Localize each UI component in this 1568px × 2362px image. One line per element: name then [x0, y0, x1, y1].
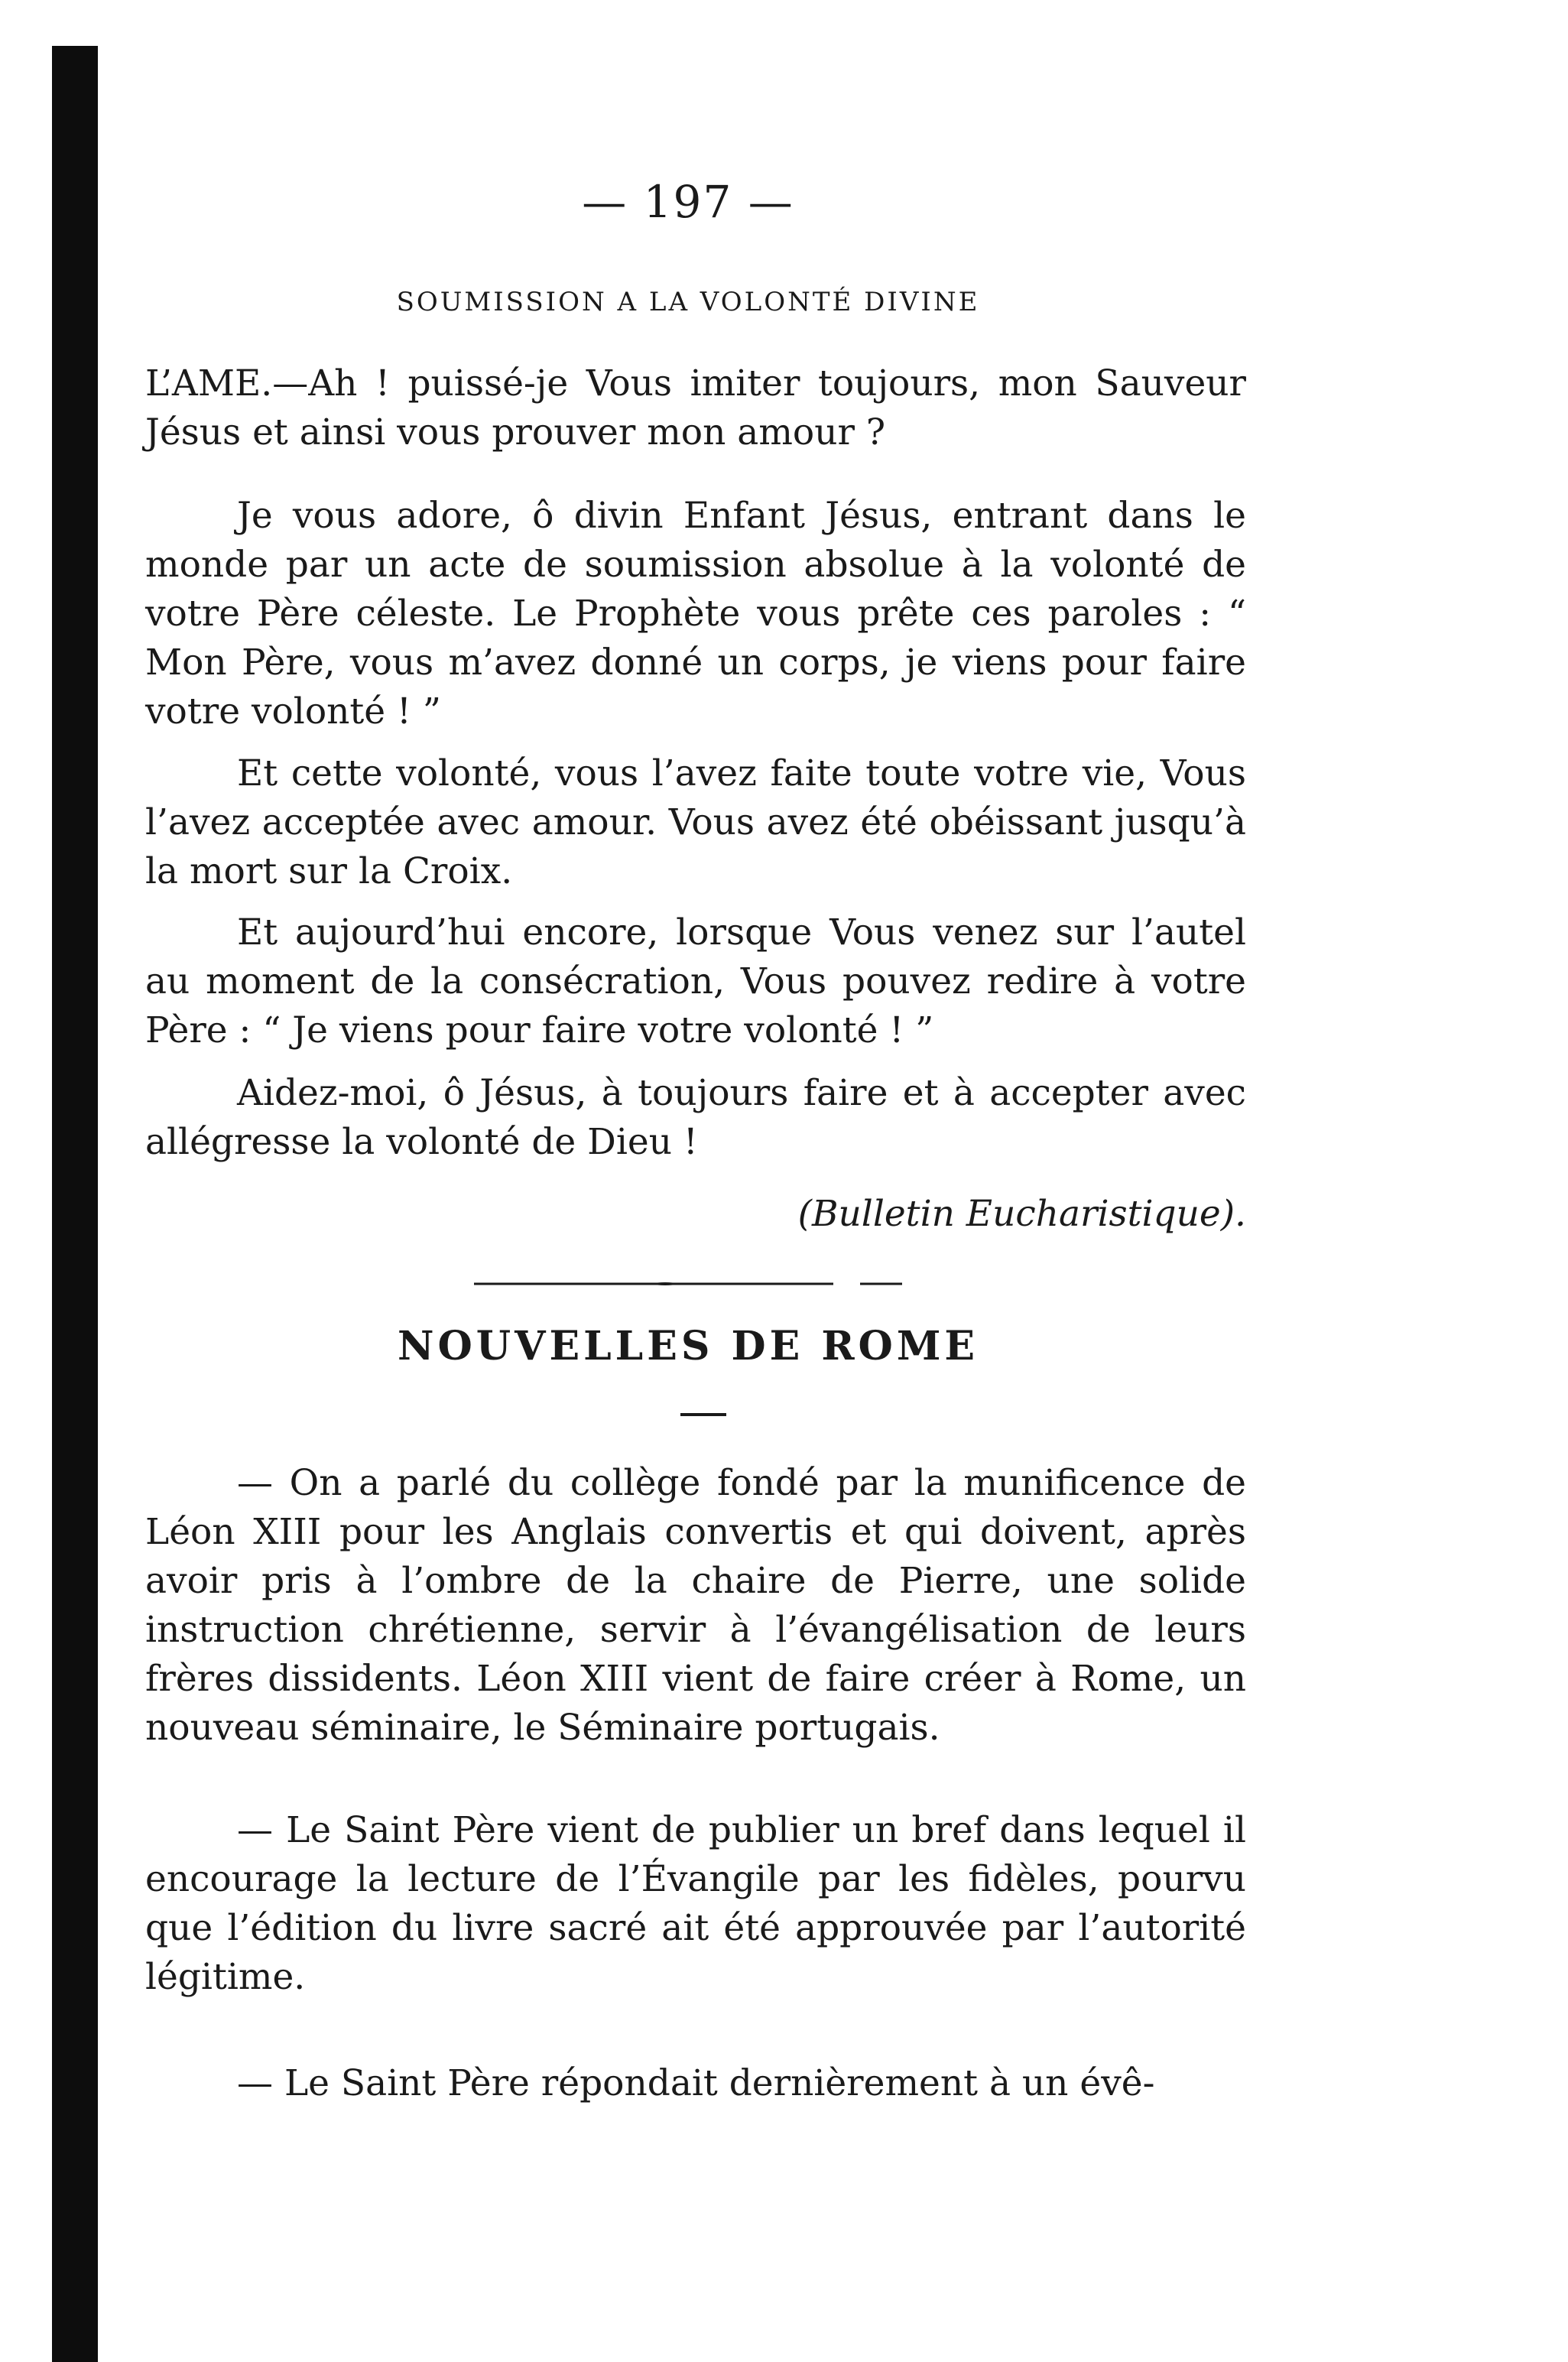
paragraph-5: Aidez-moi, ô Jésus, à toujours faire et à accepter avec allégresse la volonté de Dieu ! — [145, 1072, 1246, 1163]
page-number: — 197 — — [582, 176, 794, 228]
news-item-3: — Le Saint Père répondait dernièrement à un évê- — [237, 2062, 1155, 2104]
ornamental-separator — [474, 1281, 902, 1287]
short-rule — [680, 1413, 726, 1416]
paragraph-3: Et cette volonté, vous l’avez faite toute votre vie, Vous l’avez acceptée avec amour. Vous avez été obéissant jusqu’à la mort sur la Croix. — [145, 752, 1246, 892]
paragraph-4: Et aujourd’hui encore, lorsque Vous venez sur l’autel au moment de la consécration, Vous pouvez redire à votre Père : “ Je viens pour faire votre volonté ! ” — [145, 911, 1246, 1051]
news-item-1: — On a parlé du collège fondé par la munificence de Léon XIII pour les Anglais convertis et qui doivent, après avoir pris à l’ombre de la chaire de Pierre, une solide instruction chrétienne, servir à l’évangélisation de leurs frères dissidents. Léon XIII vient de faire créer à Rome, un nouveau séminaire, le Séminaire portugais. — [145, 1462, 1246, 1749]
attribution: (Bulletin Eucharistique). — [797, 1193, 1246, 1235]
news-heading: NOUVELLES DE ROME — [397, 1323, 979, 1369]
section-title: SOUMISSION A LA VOLONTÉ DIVINE — [396, 287, 980, 317]
paragraph-2: Je vous adore, ô divin Enfant Jésus, entrant dans le monde par un acte de soumission absolue à la volonté de votre Père céleste. Le Prophète vous prête ces paroles : “ Mon Père, vous m’avez donné un corps, je viens pour faire votre volonté ! ” — [145, 495, 1246, 733]
news-item-2: — Le Saint Père vient de publier un bref dans lequel il encourage la lecture de l’Évangile par les fidèles, pourvu que l’édition du livre sacré ait été approuvée par l’autorité légitime. — [145, 1809, 1246, 1998]
paragraph-1: L’AME.—Ah ! puissé-je Vous imiter toujours, mon Sauveur Jésus et ainsi vous prouver mon amour ? — [145, 362, 1246, 453]
